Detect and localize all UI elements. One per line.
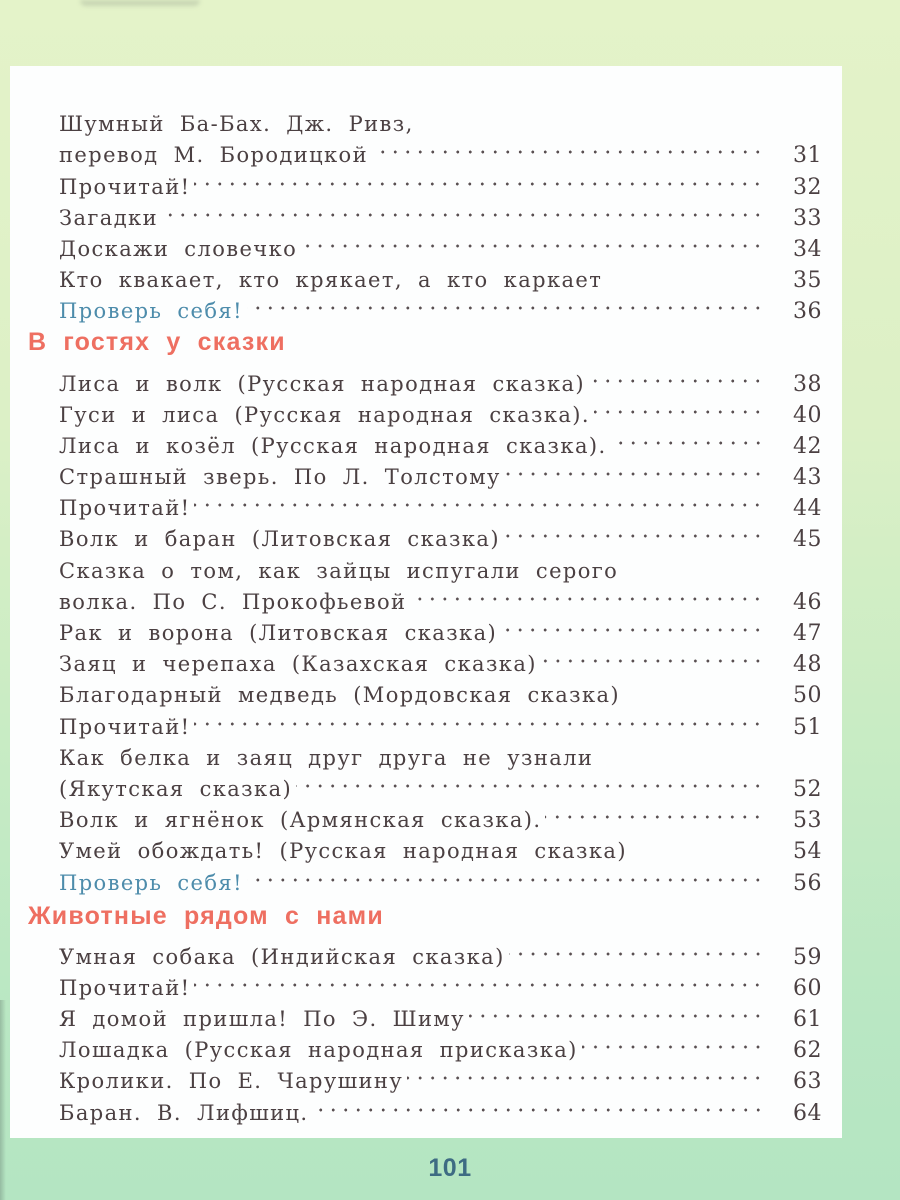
entry-page: 45 <box>793 527 822 553</box>
toc-entry[interactable] <box>10 578 842 615</box>
entry-title: Баран. В. Лифшиц. <box>59 1100 309 1125</box>
scan-smudge <box>80 0 200 6</box>
dot-leader <box>194 702 764 733</box>
dot-leader <box>631 827 764 858</box>
dot-leader <box>418 100 764 131</box>
toc-entry[interactable] <box>10 194 842 231</box>
entry-title: Сказка о том, как зайцы испугали серого <box>59 558 619 583</box>
entry-title: Рак и ворона (Литовская сказка) <box>59 621 498 645</box>
toc-entry[interactable] <box>10 359 842 397</box>
entry-title: Доскажи словечко <box>59 236 298 261</box>
dot-leader <box>194 964 764 995</box>
dot-leader <box>582 1026 764 1057</box>
dot-leader <box>509 933 764 964</box>
toc-entry[interactable] <box>10 515 842 553</box>
contents-panel <box>10 66 842 1138</box>
toc-entry[interactable] <box>10 734 842 770</box>
entry-page: 54 <box>793 839 822 865</box>
section-zhivotnye-ryadom-s-nami <box>10 900 842 1126</box>
toc-entry[interactable] <box>10 453 842 491</box>
entry-title: перевод М. Бородицкой <box>59 143 368 168</box>
entry-page: 52 <box>793 776 822 802</box>
toc-entry[interactable] <box>10 484 842 522</box>
toc-entry[interactable] <box>10 933 842 970</box>
entry-page: 62 <box>793 1038 822 1064</box>
entry-title: Кто квакает, кто крякает, а кто каркает <box>59 268 603 293</box>
entry-title: Умей обождать! (Русская народная сказка) <box>59 839 627 864</box>
entry-title: Прочитай! <box>59 174 191 199</box>
toc-entry[interactable] <box>10 1088 842 1126</box>
entry-title: Благодарный медведь (Мордовская сказка) <box>59 683 620 708</box>
dot-leader <box>505 453 764 484</box>
toc-entry[interactable] <box>10 964 842 1001</box>
dot-leader <box>247 858 764 889</box>
entry-title: Проверь себя! <box>59 870 243 895</box>
entry-title: волка. По С. Прокофьевой <box>59 589 407 614</box>
toc-entry[interactable] <box>10 671 842 709</box>
entry-page: 50 <box>793 683 822 709</box>
entry-page: 47 <box>793 621 822 646</box>
entry-title: Как белка и заяц друг друга не узнали <box>59 745 594 770</box>
entry-page: 36 <box>793 299 822 325</box>
dot-leader <box>545 796 764 827</box>
entry-title: Заяц и черепаха (Казахская сказка) <box>59 652 537 677</box>
toc-entry[interactable] <box>10 1026 842 1064</box>
dot-leader <box>194 162 764 193</box>
entry-title: Я домой пришла! По Э. Шиму <box>59 1007 465 1032</box>
entry-page: 31 <box>793 143 822 169</box>
toc-entry[interactable] <box>10 225 842 262</box>
entry-page: 60 <box>793 975 822 1001</box>
entry-title: Лиса и волк (Русская народная сказка) <box>59 371 585 396</box>
dot-leader <box>624 671 764 702</box>
entry-page: 43 <box>793 465 822 491</box>
entry-title: (Якутская сказка) <box>59 776 293 801</box>
toc-entry[interactable] <box>10 702 842 740</box>
entry-page: 42 <box>793 433 822 459</box>
dot-leader <box>372 131 764 162</box>
entry-page: 38 <box>793 371 822 397</box>
dot-leader <box>589 359 764 390</box>
entry-page: 32 <box>793 174 822 200</box>
entry-page: 53 <box>793 808 822 834</box>
toc-entry[interactable] <box>10 609 842 646</box>
entry-title: Проверь себя! <box>59 299 243 324</box>
entry-title: Прочитай! <box>59 714 191 739</box>
dot-leader <box>501 609 764 640</box>
intro-entries <box>10 100 842 325</box>
entry-title: Загадки <box>59 205 158 230</box>
toc-entry[interactable] <box>10 391 842 428</box>
dot-leader <box>611 422 764 453</box>
toc-entry[interactable] <box>10 765 842 802</box>
dot-leader <box>247 287 764 318</box>
dot-leader <box>410 578 764 609</box>
entry-title: Волк и ягнёнок (Армянская сказка). <box>59 808 542 833</box>
entry-title: Лошадка (Русская народная присказка) <box>59 1038 578 1063</box>
dot-leader <box>597 734 764 765</box>
toc-entry[interactable] <box>10 827 842 865</box>
dot-leader <box>541 640 764 671</box>
entry-page: 63 <box>793 1069 822 1095</box>
toc-entry[interactable] <box>10 1057 842 1095</box>
entry-page: 48 <box>793 652 822 678</box>
toc-entry[interactable] <box>10 796 842 834</box>
entry-page: 64 <box>793 1100 822 1126</box>
toc-entry[interactable] <box>10 162 842 200</box>
dot-leader <box>504 515 764 546</box>
table-of-contents <box>10 100 842 1126</box>
entry-page: 44 <box>793 496 822 522</box>
section-title[interactable]: В гостях у сказки <box>28 328 286 357</box>
entry-page: 56 <box>793 870 822 896</box>
entry-title: Прочитай! <box>59 975 191 1000</box>
entry-title: Страшный зверь. По Л. Толстому <box>59 465 501 490</box>
toc-entry-check-yourself[interactable] <box>10 858 842 896</box>
dot-leader <box>407 1057 764 1088</box>
section-v-gostyakh-u-skazki <box>10 326 842 896</box>
dot-leader <box>594 391 764 422</box>
toc-entry[interactable] <box>10 100 842 137</box>
toc-entry[interactable] <box>10 995 842 1033</box>
entry-title: Гуси и лиса (Русская народная сказка). <box>59 402 590 427</box>
dot-leader <box>194 484 764 515</box>
entry-title: Лиса и козёл (Русская народная сказка). <box>59 433 607 458</box>
entry-page: 59 <box>793 944 822 970</box>
dot-leader <box>162 194 764 225</box>
entry-page: 33 <box>793 205 822 231</box>
entry-page: 61 <box>793 1007 822 1033</box>
entry-title: Шумный Ба-Бах. Дж. Ривз, <box>59 112 414 137</box>
dot-leader <box>469 995 764 1026</box>
entry-page: 40 <box>793 402 822 428</box>
dot-leader <box>606 256 764 287</box>
dot-leader <box>622 546 764 577</box>
entry-page: 46 <box>793 589 822 615</box>
toc-entry[interactable] <box>10 546 842 583</box>
toc-entry[interactable] <box>10 640 842 678</box>
entry-title: Умная собака (Индийская сказка) <box>59 944 505 969</box>
toc-entry-check-yourself[interactable] <box>10 287 842 325</box>
toc-entry[interactable] <box>10 131 842 169</box>
entry-page: 34 <box>793 236 822 262</box>
page-number: 101 <box>428 1154 472 1182</box>
dot-leader <box>313 1088 764 1119</box>
section-title[interactable]: Животные рядом с нами <box>28 901 384 930</box>
toc-entry[interactable] <box>10 422 842 459</box>
entry-title: Прочитай! <box>59 496 191 521</box>
entry-title: Кролики. По Е. Чарушину <box>59 1069 404 1094</box>
dot-leader <box>296 765 764 796</box>
entry-page: 35 <box>793 268 822 294</box>
entry-title: Волк и баран (Литовская сказка) <box>59 527 500 552</box>
toc-entry[interactable] <box>10 256 842 294</box>
entry-page: 51 <box>793 714 822 740</box>
dot-leader <box>301 225 764 256</box>
